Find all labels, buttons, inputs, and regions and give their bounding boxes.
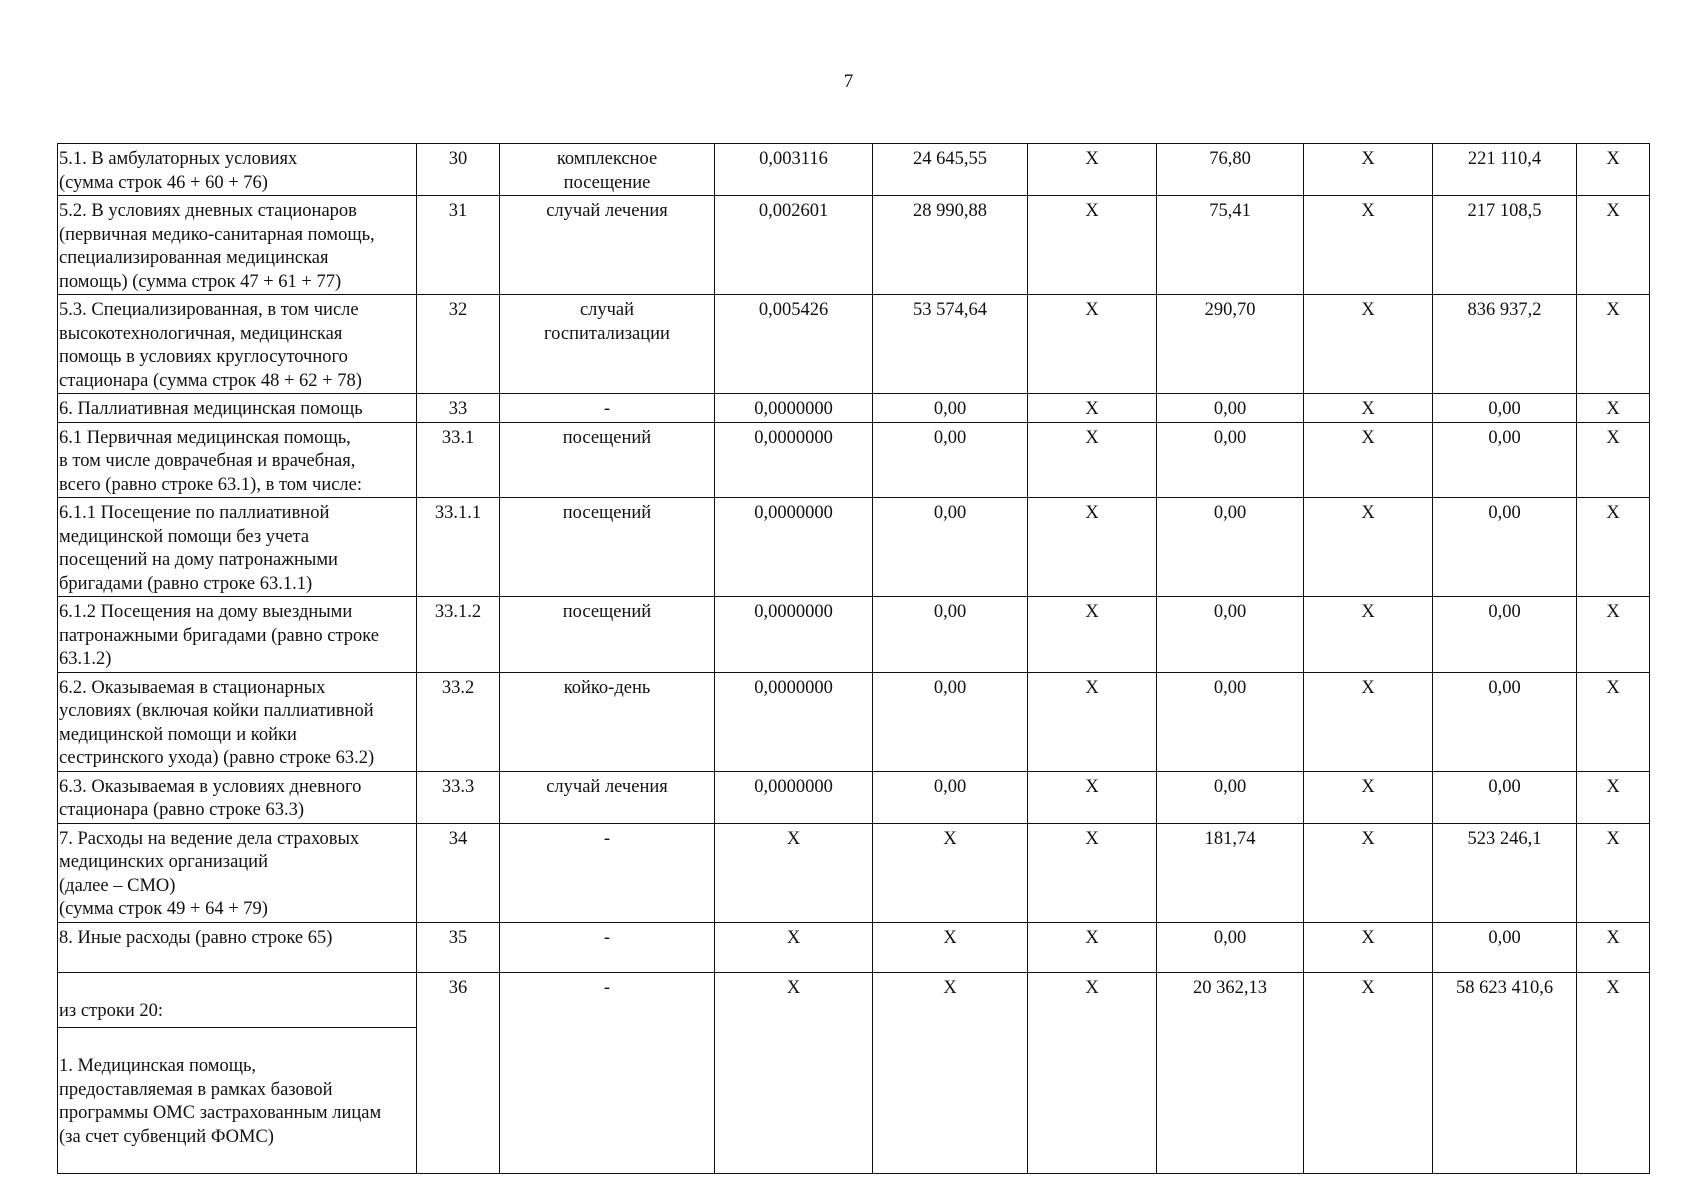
- cost-norm: X: [873, 972, 1028, 1173]
- cell-col9: 0,00: [1433, 672, 1577, 771]
- cell-col6: X: [1028, 771, 1157, 823]
- row-name-text: 1. Медицинская помощь, предоставляемая в рамках базовой программы ОМС застрахованным лицам (за счет субвенций ФОМС): [59, 1056, 382, 1147]
- cell-col6: X: [1028, 498, 1157, 597]
- row-name: 6.1 Первичная медицинская помощь, в том числе доврачебная и врачебная, всего (равно строке 63.1), в том числе:: [58, 422, 417, 498]
- cell-col10: X: [1577, 422, 1650, 498]
- cell-col8: X: [1304, 771, 1433, 823]
- unit: -: [500, 972, 715, 1173]
- volume-norm: 0,002601: [715, 196, 873, 295]
- cell-col10: X: [1577, 972, 1650, 1173]
- cost-norm: X: [873, 823, 1028, 922]
- cost-norm: 53 574,64: [873, 295, 1028, 394]
- cell-col7: 0,00: [1157, 597, 1304, 673]
- cell-col7: 0,00: [1157, 498, 1304, 597]
- cell-col10: X: [1577, 295, 1650, 394]
- line-number: 35: [417, 922, 500, 972]
- table-row: [58, 771, 1650, 823]
- line-number: 34: [417, 823, 500, 922]
- cell-col8: X: [1304, 823, 1433, 922]
- cell-col8: X: [1304, 295, 1433, 394]
- cell-col10: X: [1577, 144, 1650, 196]
- cell-col7: 181,74: [1157, 823, 1304, 922]
- cell-col9: 0,00: [1433, 498, 1577, 597]
- volume-norm: 0,005426: [715, 295, 873, 394]
- cell-col8: X: [1304, 672, 1433, 771]
- cell-col6: X: [1028, 972, 1157, 1173]
- cell-col6: X: [1028, 922, 1157, 972]
- cell-col9: 0,00: [1433, 597, 1577, 673]
- unit: -: [500, 394, 715, 423]
- table-row: [58, 498, 1650, 597]
- table-row: [58, 295, 1650, 394]
- cell-col9: 0,00: [1433, 422, 1577, 498]
- cell-col7: 0,00: [1157, 922, 1304, 972]
- cell-col8: X: [1304, 498, 1433, 597]
- cell-col10: X: [1577, 771, 1650, 823]
- unit: случай лечения: [500, 196, 715, 295]
- cell-col7: 0,00: [1157, 422, 1304, 498]
- table-row: [58, 972, 1650, 1173]
- cell-col9: 523 246,1: [1433, 823, 1577, 922]
- row-name-prefix: из строки 20:: [58, 996, 416, 1028]
- table-row: [58, 823, 1650, 922]
- cell-col6: X: [1028, 295, 1157, 394]
- financing-table: [57, 143, 1650, 1174]
- cell-col6: X: [1028, 144, 1157, 196]
- cost-norm: 28 990,88: [873, 196, 1028, 295]
- row-name: 5.2. В условиях дневных стационаров (первичная медико-санитарная помощь, специализированная медицинская помощь) (сумма строк 47 + 61 + 77): [58, 196, 417, 295]
- volume-norm: 0,0000000: [715, 422, 873, 498]
- line-number: 33.2: [417, 672, 500, 771]
- cost-norm: 0,00: [873, 422, 1028, 498]
- unit: комплексное посещение: [500, 144, 715, 196]
- row-name: 6.2. Оказываемая в стационарных условиях (включая койки паллиативной медицинской помощи и койки сестринского ухода) (равно строке 63.2): [58, 672, 417, 771]
- cell-col10: X: [1577, 498, 1650, 597]
- row-name: [58, 972, 417, 1173]
- row-name: 6.1.2 Посещения на дому выездными патронажными бригадами (равно строке 63.1.2): [58, 597, 417, 673]
- cell-col9: 217 108,5: [1433, 196, 1577, 295]
- table-row: [58, 597, 1650, 673]
- table-row: [58, 144, 1650, 196]
- cost-norm: 0,00: [873, 597, 1028, 673]
- cell-col7: 0,00: [1157, 672, 1304, 771]
- table-row: [58, 394, 1650, 423]
- cell-col9: 0,00: [1433, 394, 1577, 423]
- cell-col10: X: [1577, 672, 1650, 771]
- row-name: 8. Иные расходы (равно строке 65): [58, 922, 417, 972]
- line-number: 33.1: [417, 422, 500, 498]
- unit: посещений: [500, 422, 715, 498]
- cell-col6: X: [1028, 823, 1157, 922]
- cell-col9: 836 937,2: [1433, 295, 1577, 394]
- volume-norm: 0,0000000: [715, 597, 873, 673]
- row-name: 6. Паллиативная медицинская помощь: [58, 394, 417, 423]
- cost-norm: 24 645,55: [873, 144, 1028, 196]
- unit: -: [500, 922, 715, 972]
- cell-col10: X: [1577, 394, 1650, 423]
- cell-col10: X: [1577, 196, 1650, 295]
- unit: -: [500, 823, 715, 922]
- volume-norm: X: [715, 922, 873, 972]
- volume-norm: 0,003116: [715, 144, 873, 196]
- cell-col6: X: [1028, 196, 1157, 295]
- volume-norm: 0,0000000: [715, 394, 873, 423]
- cost-norm: 0,00: [873, 672, 1028, 771]
- cell-col8: X: [1304, 597, 1433, 673]
- cost-norm: X: [873, 922, 1028, 972]
- cell-col7: 0,00: [1157, 771, 1304, 823]
- table-row: [58, 672, 1650, 771]
- line-number: 36: [417, 972, 500, 1173]
- row-name: 5.3. Специализированная, в том числе высокотехнологичная, медицинская помощь в условиях круглосуточного стационара (сумма строк 48 + 62 + 78): [58, 295, 417, 394]
- cell-col6: X: [1028, 672, 1157, 771]
- cell-col8: X: [1304, 394, 1433, 423]
- cell-col9: 58 623 410,6: [1433, 972, 1577, 1173]
- unit: посещений: [500, 597, 715, 673]
- volume-norm: 0,0000000: [715, 498, 873, 597]
- cell-col8: X: [1304, 922, 1433, 972]
- unit: койко-день: [500, 672, 715, 771]
- volume-norm: 0,0000000: [715, 672, 873, 771]
- row-name: 6.3. Оказываемая в условиях дневного стационара (равно строке 63.3): [58, 771, 417, 823]
- line-number: 33.1.2: [417, 597, 500, 673]
- cell-col10: X: [1577, 922, 1650, 972]
- page-number: 7: [843, 71, 854, 92]
- row-name: 6.1.1 Посещение по паллиативной медицинской помощи без учета посещений на дому патронажными бригадами (равно строке 63.1.1): [58, 498, 417, 597]
- row-name: 5.1. В амбулаторных условиях (сумма строк 46 + 60 + 76): [58, 144, 417, 196]
- cost-norm: 0,00: [873, 394, 1028, 423]
- volume-norm: X: [715, 823, 873, 922]
- cell-col9: 221 110,4: [1433, 144, 1577, 196]
- line-number: 33.3: [417, 771, 500, 823]
- cell-col10: X: [1577, 823, 1650, 922]
- line-number: 30: [417, 144, 500, 196]
- cell-col6: X: [1028, 597, 1157, 673]
- cell-col7: 75,41: [1157, 196, 1304, 295]
- table-row: [58, 422, 1650, 498]
- line-number: 32: [417, 295, 500, 394]
- cell-col8: X: [1304, 422, 1433, 498]
- cell-col7: 76,80: [1157, 144, 1304, 196]
- volume-norm: 0,0000000: [715, 771, 873, 823]
- cell-col7: 0,00: [1157, 394, 1304, 423]
- row-name: 7. Расходы на ведение дела страховых медицинских организаций (далее – СМО) (сумма строк 49 + 64 + 79): [58, 823, 417, 922]
- cell-col8: X: [1304, 196, 1433, 295]
- line-number: 33: [417, 394, 500, 423]
- volume-norm: X: [715, 972, 873, 1173]
- table-row: [58, 196, 1650, 295]
- cell-col6: X: [1028, 394, 1157, 423]
- cost-norm: 0,00: [873, 771, 1028, 823]
- unit: случай лечения: [500, 771, 715, 823]
- cell-col8: X: [1304, 972, 1433, 1173]
- cell-col7: 290,70: [1157, 295, 1304, 394]
- unit: посещений: [500, 498, 715, 597]
- cell-col9: 0,00: [1433, 771, 1577, 823]
- cell-col8: X: [1304, 144, 1433, 196]
- table-row: [58, 922, 1650, 972]
- unit: случай госпитализации: [500, 295, 715, 394]
- cell-col10: X: [1577, 597, 1650, 673]
- cell-col7: 20 362,13: [1157, 972, 1304, 1173]
- line-number: 31: [417, 196, 500, 295]
- cell-col6: X: [1028, 422, 1157, 498]
- cell-col9: 0,00: [1433, 922, 1577, 972]
- cost-norm: 0,00: [873, 498, 1028, 597]
- line-number: 33.1.1: [417, 498, 500, 597]
